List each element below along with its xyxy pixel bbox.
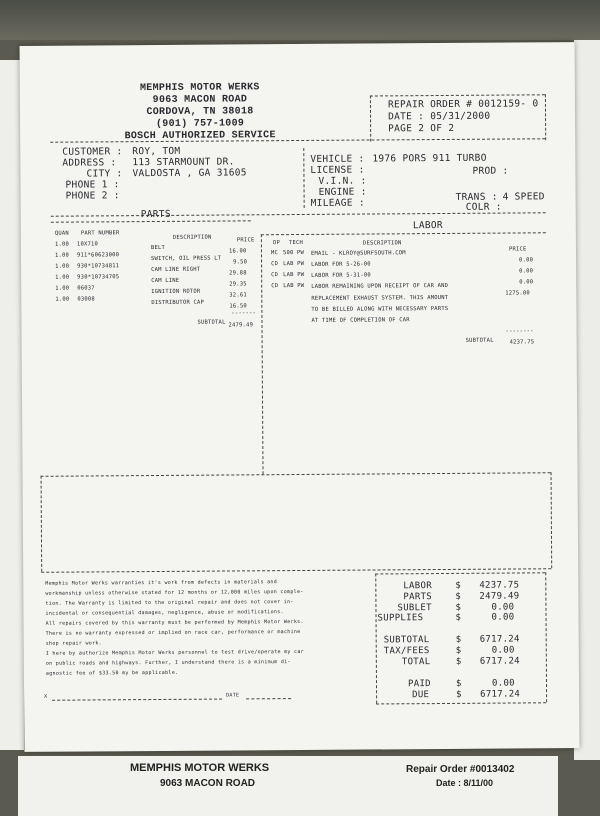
color-label: COLR : [465, 201, 502, 213]
labor-row-price: 1275.00 [505, 290, 530, 297]
warranty-line: There is no warranty expressed or implied on race car, performance or machine [45, 628, 301, 637]
labor-subtotal: 4237.75 [509, 339, 535, 346]
parts-row-quan: 1.00 [54, 252, 70, 259]
totals-due-label: DUE [412, 690, 430, 701]
background-top [0, 0, 600, 40]
shop-city: CORDOVA, TN 38018 [146, 106, 254, 119]
parts-row-desc: IGNITION ROTOR [151, 288, 201, 296]
parts-subtotal-rule: ------- [231, 310, 257, 317]
parts-row-price: 16.00 [228, 248, 247, 255]
totals-due: 6717.24 [480, 689, 521, 700]
parts-row-quan: 1.00 [55, 296, 70, 303]
warranty-line: All repairs covered by this warranty must be performed by Memphis Motor Werks. [45, 618, 304, 627]
parts-row-price: 29.35 [229, 281, 247, 288]
signature-mark: X [44, 693, 48, 700]
labor-row-tech: LAB PW [283, 271, 305, 279]
customer-address: 113 STARMOUNT DR. [132, 156, 235, 169]
parts-row-price: 29.88 [229, 270, 247, 277]
labor-row-desc: LABOR FOR 5-26-00 [311, 261, 371, 268]
parts-row-quan: 1.00 [55, 263, 70, 270]
warranty-line: incidental or consequential damages, negligence, abuse or modifications. [45, 609, 284, 617]
next-order-date: Date : 8/11/00 [436, 778, 494, 788]
currency-sign: $ [455, 580, 462, 591]
labor-row-price: 0.00 [519, 268, 534, 275]
parts-row-part: 930*10734705 [77, 274, 120, 281]
next-shop-name: MEMPHIS MOTOR WERKS [130, 762, 270, 774]
repair-order-page [20, 42, 580, 752]
warranty-line: I here by authorize Memphis Motor Werks personnel to test drive/operate my car [45, 648, 305, 657]
parts-col-price: PRICE [236, 237, 255, 244]
totals-sublet: 0.00 [491, 602, 515, 613]
parts-row-price: 16.50 [229, 303, 247, 310]
currency-sign: $ [455, 645, 462, 656]
date-label: DATE [226, 692, 240, 699]
parts-row-quan: 1.00 [55, 274, 70, 281]
vehicle-value: 1976 PORS 911 TURBO [372, 152, 487, 165]
labor-row-desc: LABOR REMAINING UPON RECEIPT OF CAR AND [311, 282, 449, 290]
labor-col-price: PRICE [508, 246, 527, 253]
parts-col-part: PART NUMBER [80, 230, 120, 237]
labor-row-tech: LAB PW [283, 282, 305, 290]
labor-row-price: 0.00 [519, 279, 534, 286]
currency-sign: $ [455, 678, 462, 689]
labor-row-tech: 500 PW [282, 249, 305, 257]
labor-subtotal-rule: -------- [505, 328, 534, 335]
parts-col-desc: DESCRIPTION [172, 234, 212, 241]
parts-row-part: 03008 [77, 296, 95, 303]
warranty-line: workmanship unless otherwise stated for 12 months or 12,000 miles upon comple- [45, 588, 304, 597]
currency-sign: $ [455, 612, 462, 623]
address-label: ADDRESS : [62, 157, 117, 169]
totals-total: 6717.24 [479, 656, 520, 667]
labor-note-line: REPLACEMENT EXHAUST SYSTEM. THIS AMOUNT [311, 294, 449, 302]
next-repair-order [18, 756, 558, 816]
labor-title: LABOR [412, 219, 443, 232]
labor-col-op: OP [272, 240, 280, 247]
shop-address: 9063 MACON ROAD [152, 94, 248, 107]
labor-row-op: CD [271, 261, 279, 268]
labor-row-desc: EMAIL - KLROY@SURFSOUTH.COM [310, 250, 406, 257]
parts-row-desc: SWITCH, OIL PRESS LT [151, 255, 222, 263]
parts-row-desc: BELT [150, 244, 166, 252]
labor-row-op: CD [271, 272, 279, 279]
totals-labor: 4237.75 [479, 580, 520, 591]
labor-note-line: TO BE BILLED ALONG WITH NECESSARY PARTS [311, 305, 449, 313]
warranty-line: agnostic fee of $33.50 my be applicable. [45, 669, 179, 677]
trans-value: 4 SPEED [502, 191, 545, 203]
warranty-line: tion. The Warranty is limited to the original repair and does not cover in- [45, 599, 294, 607]
currency-sign: $ [455, 656, 462, 667]
parts-row-quan: 1.00 [54, 241, 69, 248]
totals-tax-label: TAX/FEES [383, 646, 430, 657]
currency-sign: $ [455, 634, 462, 645]
labor-row-op: MC [270, 250, 279, 257]
labor-note-line: AT TIME OF COMPLETION OF CAR [311, 317, 410, 324]
next-shop-address: 9063 MACON ROAD [160, 778, 256, 789]
next-order-number: Repair Order #0013402 [406, 764, 515, 775]
totals-subtotal: 6717.24 [479, 634, 520, 645]
parts-row-price: 9.50 [233, 259, 248, 266]
city-label: CITY : [86, 168, 123, 180]
shop-service: BOSCH AUTHORIZED SERVICE [124, 130, 276, 143]
parts-row-part: 911*60623000 [76, 252, 120, 259]
shop-name: MEMPHIS MOTOR WERKS [139, 82, 260, 95]
labor-row-desc: LABOR FOR 5-31-00 [311, 272, 371, 279]
order-date: DATE : 05/31/2000 [388, 110, 491, 123]
totals-paid-label: PAID [407, 679, 431, 690]
warranty-line: on public roads and highways. Further, I understand there is a minimum di- [45, 659, 291, 667]
totals-parts: 2479.49 [479, 591, 520, 602]
parts-row-desc: CAM LINE [151, 277, 180, 285]
vin-label: V.I.N. : [318, 175, 367, 187]
labor-col-desc: DESCRIPTION [362, 240, 402, 247]
parts-subtotal: 2479.49 [228, 322, 254, 329]
trans-label: TRANS : [455, 191, 498, 203]
parts-row-part: 10X710 [76, 241, 99, 248]
parts-row-quan: 1.00 [55, 285, 70, 292]
phone1-label: PHONE 1 : [65, 179, 120, 191]
currency-sign: $ [455, 591, 462, 602]
repair-order-number: REPAIR ORDER # 0012159- 0 [387, 98, 539, 111]
warranty-line: shop repair work. [45, 640, 103, 647]
labor-row-tech: LAB PW [283, 260, 305, 268]
totals-supplies-label: SUPPLIES [377, 613, 424, 624]
parts-row-part: 930*10734811 [77, 263, 120, 270]
currency-sign: $ [456, 689, 462, 700]
totals-subtotal-label: SUBTOTAL [383, 635, 430, 646]
page-number: PAGE 2 OF 2 [388, 122, 455, 135]
license-label: LICENSE : [310, 164, 365, 176]
parts-title: PARTS [140, 208, 171, 221]
totals-supplies: 0.00 [491, 612, 515, 623]
prod-label: PROD : [472, 165, 509, 177]
totals-total-label: TOTAL [401, 657, 431, 668]
mileage-label: MILEAGE : [310, 197, 365, 209]
shop-phone: (901) 757-1009 [155, 118, 245, 130]
parts-row-part: 06037 [77, 285, 95, 292]
parts-row-desc: DISTRIBUTOR CAP [151, 299, 205, 307]
warranty-line: Memphis Motor Werks warranties it's work from defects in materials and [45, 579, 278, 587]
phone2-label: PHONE 2 : [65, 190, 120, 202]
parts-row-desc: CAM LINE RIGHT [151, 266, 201, 274]
totals-sublet-label: SUBLET [397, 603, 432, 614]
customer-name: ROY, TOM [132, 145, 181, 158]
labor-row-price: 0.00 [519, 257, 534, 264]
customer-city: VALDOSTA , GA 31605 [132, 167, 247, 180]
engine-label: ENGINE : [318, 186, 367, 198]
labor-col-tech: TECH [288, 239, 303, 247]
labor-row-op: CD [271, 283, 279, 290]
labor-subtotal-label: SUBTOTAL [465, 337, 494, 344]
currency-sign: $ [455, 602, 462, 613]
parts-subtotal-label: SUBTOTAL [197, 319, 226, 326]
totals-labor-label: LABOR [403, 581, 432, 592]
parts-row-price: 32.61 [229, 292, 247, 299]
vehicle-label: VEHICLE : [310, 153, 365, 165]
totals-paid: 0.00 [491, 678, 515, 689]
totals-tax: 0.00 [491, 645, 515, 656]
totals-parts-label: PARTS [403, 592, 433, 603]
parts-col-quan: QUAN [54, 230, 69, 237]
customer-label: CUSTOMER : [62, 146, 123, 158]
